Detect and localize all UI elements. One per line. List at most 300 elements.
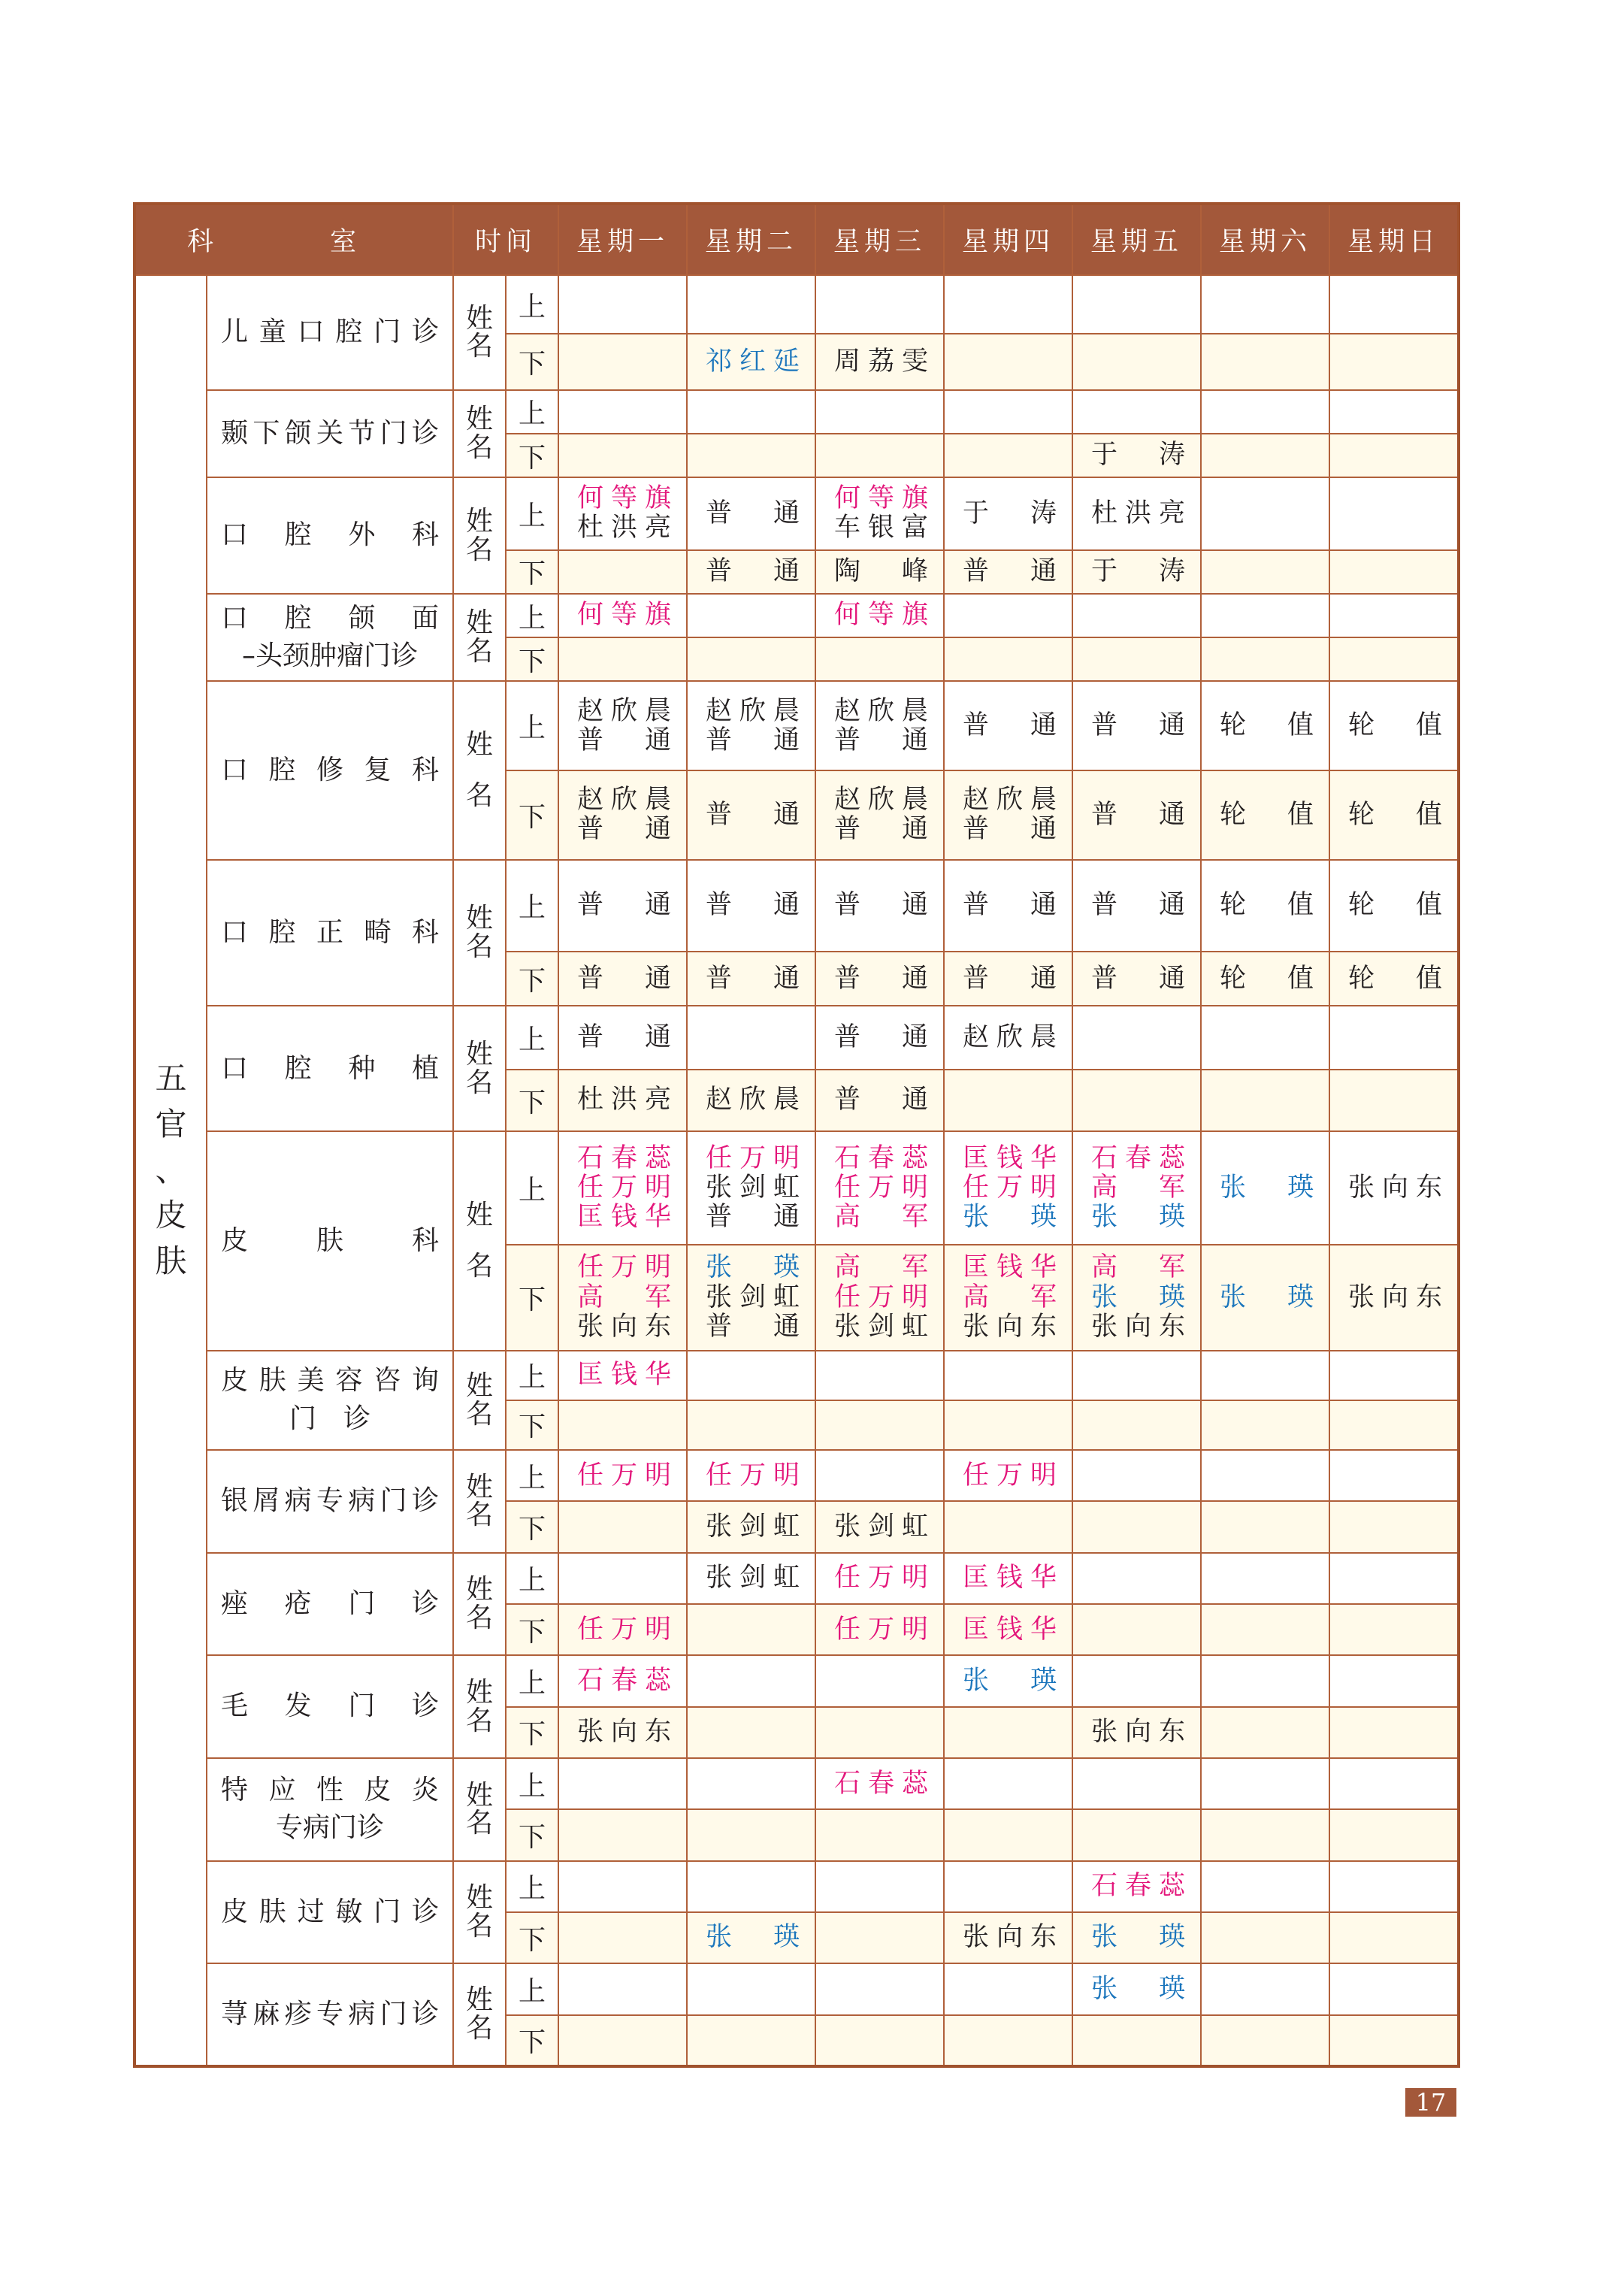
dept-name-line: 毛发门诊 — [221, 1690, 440, 1722]
doctor-name: 普 通 — [834, 890, 929, 921]
schedule-cell — [558, 1450, 687, 1501]
schedule-cell — [558, 275, 687, 334]
name-label-char: 姓 — [466, 729, 494, 761]
schedule-cell — [558, 1400, 687, 1450]
pm-label: 下 — [506, 334, 558, 389]
schedule-cell — [687, 860, 815, 952]
schedule-cell — [815, 860, 944, 952]
schedule-cell — [815, 434, 944, 477]
page-number: 17 — [1405, 2088, 1456, 2117]
schedule-cell — [1329, 2015, 1459, 2066]
schedule-cell — [1072, 770, 1201, 860]
schedule-cell — [1072, 1655, 1201, 1706]
name-label-char: 姓 — [466, 1574, 494, 1606]
dept-name — [207, 594, 453, 682]
name-label-char: 姓 — [466, 903, 494, 934]
doctor-name: 何等旗 — [834, 483, 929, 514]
header-time: 时间 — [453, 204, 558, 275]
schedule-cell — [815, 477, 944, 549]
name-label — [453, 1553, 506, 1656]
doctor-name: 何等旗 — [577, 483, 672, 514]
am-label: 上 — [506, 477, 558, 549]
schedule-cell — [1072, 1245, 1201, 1351]
schedule-cell — [1201, 434, 1329, 477]
name-label-char: 名 — [466, 636, 494, 667]
schedule-cell — [687, 952, 815, 1006]
group-label-char: 、 — [155, 1151, 187, 1188]
pm-label: 下 — [506, 1809, 558, 1860]
doctor-name: 高 军 — [963, 1282, 1057, 1312]
name-label-char: 姓 — [466, 1882, 494, 1914]
schedule-cell — [815, 1912, 944, 1963]
schedule-cell — [1329, 1450, 1459, 1501]
schedule-cell — [1072, 952, 1201, 1006]
doctor-name: 普 通 — [577, 1022, 672, 1053]
doctor-name: 普 通 — [834, 963, 929, 994]
dept-name-line: 特应性皮炎 — [221, 1774, 440, 1805]
dept-name-line: 门 诊 — [289, 1403, 371, 1434]
doctor-name: 普 通 — [963, 890, 1057, 921]
doctor-name: 任万明 — [706, 1143, 800, 1173]
doctor-name: 普 通 — [1091, 799, 1186, 830]
doctor-name: 高 军 — [1091, 1252, 1186, 1283]
schedule-cell — [558, 1861, 687, 1912]
schedule-cell — [558, 681, 687, 770]
schedule-cell — [558, 860, 687, 952]
table-row — [135, 681, 1459, 770]
schedule-cell — [687, 1450, 815, 1501]
schedule-cell — [1072, 1809, 1201, 1860]
doctor-name: 石春蕊 — [577, 1143, 672, 1173]
doctor-name: 张 瑛 — [963, 1665, 1057, 1696]
schedule-cell — [1201, 1758, 1329, 1809]
table-row — [135, 1131, 1459, 1245]
dept-name-line: 荨麻疹专病门诊 — [221, 1998, 440, 2029]
dept-name-line: 口腔外科 — [221, 519, 440, 551]
dept-name-line: 儿童口腔门诊 — [221, 316, 440, 348]
schedule-cell — [558, 637, 687, 681]
schedule-cell — [687, 334, 815, 389]
doctor-name: 张剑虹 — [706, 1282, 800, 1312]
schedule-cell — [1072, 1131, 1201, 1245]
doctor-name: 普 通 — [706, 556, 800, 587]
schedule-cell — [944, 1400, 1072, 1450]
doctor-name: 轮 值 — [1220, 799, 1314, 830]
schedule-cell — [944, 2015, 1072, 2066]
doctor-name: 轮 值 — [1348, 799, 1443, 830]
doctor-name: 赵欣晨 — [577, 785, 672, 816]
schedule-cell — [815, 1131, 944, 1245]
doctor-name: 张 瑛 — [1091, 1973, 1186, 2004]
schedule-cell — [1201, 770, 1329, 860]
schedule-cell — [1201, 1006, 1329, 1069]
schedule-cell — [1329, 1604, 1459, 1655]
doctor-name: 普 通 — [577, 814, 672, 845]
schedule-cell — [1072, 1707, 1201, 1758]
schedule-cell — [558, 434, 687, 477]
doctor-name: 匡钱华 — [963, 1563, 1057, 1594]
schedule-cell — [558, 1070, 687, 1131]
schedule-cell — [1201, 390, 1329, 434]
table-row — [135, 594, 1459, 637]
doctor-name: 张 瑛 — [1220, 1282, 1314, 1312]
schedule-cell — [1329, 275, 1459, 334]
schedule-cell — [944, 1070, 1072, 1131]
schedule-cell — [687, 1912, 815, 1963]
schedule-cell — [558, 1006, 687, 1069]
schedule-cell — [1201, 1912, 1329, 1963]
name-label-char: 名 — [466, 1500, 494, 1531]
doctor-name: 赵欣晨 — [706, 1085, 800, 1115]
dept-name-line: 颞下颌关节门诊 — [221, 417, 440, 449]
schedule-cell — [687, 477, 815, 549]
schedule-cell — [1072, 390, 1201, 434]
doctor-name: 任万明 — [577, 1614, 672, 1645]
doctor-name: 轮 值 — [1220, 963, 1314, 994]
doctor-name: 张 瑛 — [706, 1922, 800, 1953]
am-label: 上 — [506, 1758, 558, 1809]
doctor-name: 任万明 — [963, 1460, 1057, 1491]
doctor-name: 石春蕊 — [1091, 1871, 1186, 1902]
schedule-cell — [1201, 1450, 1329, 1501]
doctor-name: 普 通 — [577, 963, 672, 994]
doctor-name: 石春蕊 — [577, 1665, 672, 1696]
dept-name-line: 口腔颌面 — [221, 602, 440, 634]
schedule-cell — [558, 334, 687, 389]
schedule-cell — [558, 1707, 687, 1758]
doctor-name: 匡钱华 — [963, 1143, 1057, 1173]
header-day: 星期四 — [944, 204, 1072, 275]
doctor-name: 赵欣晨 — [577, 695, 672, 726]
schedule-cell — [687, 1861, 815, 1912]
name-label-char: 姓 — [466, 1471, 494, 1503]
schedule-cell — [1072, 275, 1201, 334]
schedule-cell — [687, 637, 815, 681]
doctor-name: 任万明 — [577, 1172, 672, 1203]
name-label — [453, 1758, 506, 1861]
schedule-cell — [1329, 594, 1459, 637]
schedule-cell — [1201, 275, 1329, 334]
schedule-cell — [558, 1553, 687, 1604]
doctor-name: 高 军 — [834, 1252, 929, 1283]
dept-name-line: 银屑病专病门诊 — [221, 1485, 440, 1517]
doctor-name: 普 通 — [706, 1202, 800, 1233]
doctor-name: 张向东 — [963, 1922, 1057, 1953]
schedule-cell — [1072, 1963, 1201, 2014]
pm-label: 下 — [506, 770, 558, 860]
schedule-cell — [815, 1006, 944, 1069]
name-label — [453, 1006, 506, 1131]
schedule-cell — [944, 1604, 1072, 1655]
am-label: 上 — [506, 1861, 558, 1912]
name-label-char: 名 — [466, 2013, 494, 2044]
schedule-cell — [1201, 1604, 1329, 1655]
schedule-cell — [815, 1707, 944, 1758]
schedule-cell — [944, 1963, 1072, 2014]
table-row — [135, 860, 1459, 952]
schedule-cell — [815, 1655, 944, 1706]
schedule-cell — [1072, 1006, 1201, 1069]
schedule-cell — [1329, 550, 1459, 594]
name-label-char: 名 — [466, 1067, 494, 1098]
doctor-name: 杜洪亮 — [1091, 498, 1186, 528]
doctor-name: 石春蕊 — [1091, 1143, 1186, 1173]
name-label — [453, 681, 506, 859]
doctor-name: 祁红延 — [706, 346, 800, 377]
schedule-cell — [687, 1553, 815, 1604]
schedule-cell — [1072, 1604, 1201, 1655]
schedule-cell — [687, 594, 815, 637]
schedule-cell — [944, 1912, 1072, 1963]
schedule-cell — [1072, 434, 1201, 477]
group-label-char: 五 — [155, 1059, 187, 1097]
dept-name-line: –头颈肿瘤门诊 — [242, 640, 419, 672]
schedule-cell — [944, 1758, 1072, 1809]
schedule-cell — [815, 334, 944, 389]
header-day: 星期日 — [1329, 204, 1459, 275]
schedule-cell — [1329, 1707, 1459, 1758]
schedule-cell — [558, 1501, 687, 1552]
schedule-cell — [1329, 477, 1459, 549]
schedule-cell — [815, 770, 944, 860]
schedule-cell — [687, 1604, 815, 1655]
schedule-cell — [687, 1963, 815, 2014]
am-label: 上 — [506, 1131, 558, 1245]
doctor-name: 高 军 — [1091, 1172, 1186, 1203]
doctor-name: 普 通 — [834, 814, 929, 845]
schedule-cell — [1201, 2015, 1329, 2066]
schedule-cell — [815, 1861, 944, 1912]
doctor-name: 匡钱华 — [577, 1360, 672, 1391]
am-label: 上 — [506, 1655, 558, 1706]
schedule-cell — [558, 1655, 687, 1706]
schedule-cell — [1201, 681, 1329, 770]
schedule-cell — [1201, 594, 1329, 637]
doctor-name: 杜洪亮 — [577, 513, 672, 543]
doctor-name: 任万明 — [577, 1252, 672, 1283]
doctor-name: 张向东 — [1091, 1311, 1186, 1342]
schedule-cell — [944, 334, 1072, 389]
schedule-cell — [687, 434, 815, 477]
schedule-cell — [1072, 594, 1201, 637]
schedule-cell — [815, 2015, 944, 2066]
doctor-name: 赵欣晨 — [963, 1022, 1057, 1053]
doctor-name: 轮 值 — [1220, 890, 1314, 921]
header-dept: 科 室 — [135, 204, 453, 275]
doctor-name: 轮 值 — [1348, 890, 1443, 921]
schedule-cell — [1329, 770, 1459, 860]
header-day: 星期一 — [558, 204, 687, 275]
doctor-name: 张剑虹 — [834, 1311, 929, 1342]
schedule-cell — [1329, 860, 1459, 952]
schedule-cell — [1329, 1553, 1459, 1604]
schedule-cell — [1329, 952, 1459, 1006]
schedule-cell — [1329, 1912, 1459, 1963]
name-label-char: 姓 — [466, 302, 494, 334]
group-label — [135, 275, 207, 2066]
am-label: 上 — [506, 1553, 558, 1604]
schedule-cell — [687, 681, 815, 770]
schedule-cell — [944, 1655, 1072, 1706]
name-label-char: 名 — [466, 331, 494, 362]
name-label-char: 姓 — [466, 404, 494, 435]
doctor-name: 赵欣晨 — [963, 785, 1057, 816]
name-label — [453, 390, 506, 478]
schedule-cell — [944, 1707, 1072, 1758]
schedule-cell — [1072, 1861, 1201, 1912]
doctor-name: 任万明 — [963, 1172, 1057, 1203]
doctor-name: 赵欣晨 — [834, 695, 929, 726]
schedule-cell — [558, 1963, 687, 2014]
doctor-name: 轮 值 — [1220, 710, 1314, 741]
schedule-cell — [944, 1450, 1072, 1501]
header-day: 星期五 — [1072, 204, 1201, 275]
schedule-cell — [944, 550, 1072, 594]
table-row — [135, 390, 1459, 434]
schedule-cell — [687, 1655, 815, 1706]
schedule-cell — [815, 952, 944, 1006]
schedule-cell — [1072, 334, 1201, 389]
schedule-cell — [558, 594, 687, 637]
doctor-name: 普 通 — [577, 890, 672, 921]
schedule-cell — [687, 275, 815, 334]
doctor-name: 何等旗 — [577, 600, 672, 631]
schedule-table — [133, 202, 1460, 2068]
schedule-cell — [1201, 334, 1329, 389]
table-row — [135, 1006, 1459, 1069]
schedule-cell — [944, 1861, 1072, 1912]
schedule-cell — [1329, 1861, 1459, 1912]
schedule-cell — [1201, 1351, 1329, 1400]
pm-label: 下 — [506, 1245, 558, 1351]
schedule-cell — [1329, 1006, 1459, 1069]
schedule-cell — [558, 1809, 687, 1860]
doctor-name: 普 通 — [963, 963, 1057, 994]
schedule-cell — [1201, 860, 1329, 952]
schedule-cell — [558, 770, 687, 860]
schedule-cell — [558, 1912, 687, 1963]
schedule-cell — [1072, 477, 1201, 549]
doctor-name: 普 通 — [706, 1311, 800, 1342]
doctor-name: 普 通 — [834, 1022, 929, 1053]
schedule-cell — [815, 1604, 944, 1655]
group-label-char: 皮 — [155, 1197, 187, 1234]
am-label: 上 — [506, 860, 558, 952]
schedule-cell — [1329, 1245, 1459, 1351]
pm-label: 下 — [506, 1707, 558, 1758]
doctor-name: 轮 值 — [1348, 710, 1443, 741]
doctor-name: 张向东 — [963, 1311, 1057, 1342]
doctor-name: 任万明 — [834, 1614, 929, 1645]
name-label-char: 姓 — [466, 1039, 494, 1070]
schedule-cell — [815, 390, 944, 434]
name-label-char: 名 — [466, 1250, 494, 1282]
doctor-name: 张 瑛 — [963, 1202, 1057, 1233]
dept-name-line: 口腔种植 — [221, 1052, 440, 1084]
doctor-name: 普 通 — [577, 725, 672, 755]
schedule-cell — [944, 770, 1072, 860]
pm-label: 下 — [506, 1501, 558, 1552]
schedule-cell — [1201, 1707, 1329, 1758]
schedule-cell — [1329, 681, 1459, 770]
schedule-cell — [1072, 860, 1201, 952]
dept-name — [207, 1351, 453, 1451]
doctor-name: 石春蕊 — [834, 1143, 929, 1173]
header-day: 星期三 — [815, 204, 944, 275]
schedule-cell — [815, 1070, 944, 1131]
doctor-name: 张 瑛 — [1091, 1922, 1186, 1953]
name-label — [453, 860, 506, 1006]
pm-label: 下 — [506, 2015, 558, 2066]
schedule-cell — [1072, 550, 1201, 594]
schedule-cell — [687, 1245, 815, 1351]
header-row — [135, 204, 1459, 275]
schedule-cell — [558, 477, 687, 549]
name-label-char: 名 — [466, 1808, 494, 1839]
doctor-name: 张剑虹 — [706, 1563, 800, 1594]
schedule-cell — [1201, 1553, 1329, 1604]
schedule-cell — [1329, 1963, 1459, 2014]
doctor-name: 张向东 — [1348, 1282, 1443, 1312]
am-label: 上 — [506, 594, 558, 637]
schedule-cell — [815, 275, 944, 334]
name-label-char: 名 — [466, 1398, 494, 1430]
doctor-name: 赵欣晨 — [706, 695, 800, 726]
am-label: 上 — [506, 390, 558, 434]
schedule-cell — [1329, 334, 1459, 389]
table-row — [135, 1963, 1459, 2014]
schedule-cell — [944, 1245, 1072, 1351]
pm-label: 下 — [506, 637, 558, 681]
schedule-cell — [1201, 1809, 1329, 1860]
table-row — [135, 1553, 1459, 1604]
schedule-cell — [687, 1400, 815, 1450]
pm-label: 下 — [506, 1400, 558, 1450]
pm-label: 下 — [506, 550, 558, 594]
schedule-cell — [944, 477, 1072, 549]
schedule-cell — [815, 594, 944, 637]
schedule-cell — [687, 1070, 815, 1131]
doctor-name: 石春蕊 — [834, 1768, 929, 1799]
schedule-cell — [1072, 1912, 1201, 1963]
schedule-cell — [815, 1553, 944, 1604]
doctor-name: 张剑虹 — [706, 1172, 800, 1203]
schedule-cell — [944, 594, 1072, 637]
doctor-name: 普 通 — [1091, 890, 1186, 921]
schedule-cell — [558, 1351, 687, 1400]
group-label-char: 官 — [155, 1105, 187, 1143]
schedule-cell — [944, 275, 1072, 334]
doctor-name: 张向东 — [1348, 1172, 1443, 1203]
schedule-cell — [1329, 1351, 1459, 1400]
doctor-name: 轮 值 — [1348, 963, 1443, 994]
schedule-cell — [1072, 1070, 1201, 1131]
dept-name — [207, 1758, 453, 1861]
schedule-cell — [944, 681, 1072, 770]
schedule-cell — [1329, 1400, 1459, 1450]
table-row — [135, 1655, 1459, 1706]
schedule-cell — [687, 1006, 815, 1069]
schedule-cell — [815, 550, 944, 594]
doctor-name: 普 通 — [963, 710, 1057, 741]
pm-label: 下 — [506, 952, 558, 1006]
schedule-cell — [1201, 952, 1329, 1006]
dept-name-line: 口腔修复科 — [221, 754, 440, 785]
schedule-cell — [1329, 1655, 1459, 1706]
table-row — [135, 275, 1459, 334]
schedule-cell — [1201, 1861, 1329, 1912]
pm-label: 下 — [506, 1070, 558, 1131]
